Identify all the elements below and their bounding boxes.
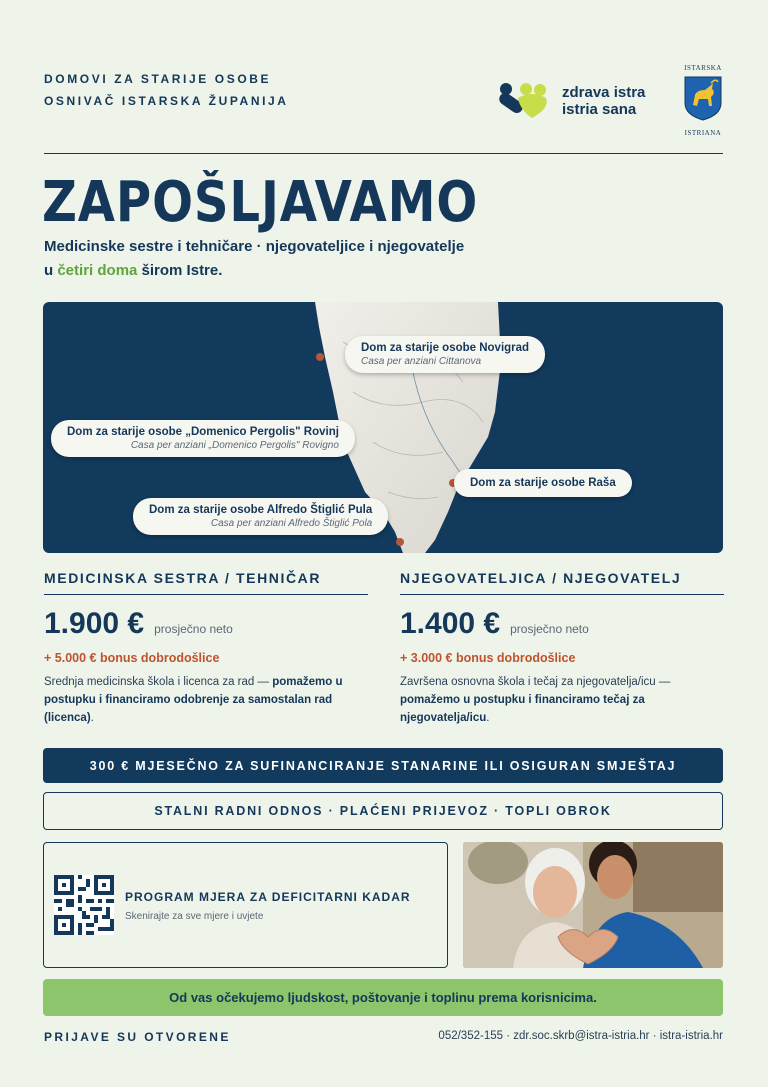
- desc-bold: pomažemo u postupku i financiramo odobrenje za samostalan rad (licenca): [44, 676, 343, 724]
- caregiver-photo: [463, 842, 723, 968]
- program-subtitle: Skenirajte za sve mjere i uvjete: [125, 911, 264, 922]
- desc-text: Završena osnovna škola i tečaj za njegovatelja/icu —: [400, 676, 671, 688]
- page-title: ZAPOŠLJAVAMO: [42, 170, 479, 235]
- desc-bold: pomažemo u postupku i financiramo tečaj za njegovatelja/icu: [400, 694, 645, 724]
- salary-note: prosječno neto: [510, 622, 589, 636]
- salary-note: prosječno neto: [154, 622, 233, 636]
- subtitle-line-2: [44, 259, 464, 283]
- job-description: [400, 673, 724, 727]
- istria-map: [43, 302, 723, 553]
- welcome-bonus: + 3.000 € bonus dobrodošlice: [400, 651, 576, 665]
- salary: 1.400 €: [400, 607, 501, 640]
- pin-pula: [396, 538, 404, 546]
- brand-line-2: istria sana: [562, 101, 637, 118]
- applications-open: PRIJAVE SU OTVORENE: [44, 1030, 231, 1044]
- home-name-italian: Casa per anziani Alfredo Štiglić Pola: [210, 518, 373, 529]
- callout-pula: [133, 498, 388, 535]
- crest-bottom-text: ISTRIANA: [684, 129, 722, 137]
- caregiver-and-senior-image: [463, 842, 723, 968]
- home-name: Dom za starije osobe Novigrad: [361, 342, 530, 354]
- program-title: PROGRAM MJERA ZA DEFICITARNI KADAR: [125, 890, 411, 904]
- istria-county-crest: [680, 64, 726, 137]
- job-heading: MEDICINSKA SESTRA / TEHNIČAR: [44, 570, 368, 595]
- contact-info[interactable]: 052/352-155 · zdr.soc.skrb@istra-istria.hr · istra-istria.hr: [438, 1030, 723, 1042]
- callout-novigrad: [345, 336, 545, 373]
- org-line-1: DOMOVI ZA STARIJE OSOBE: [44, 72, 272, 86]
- subtitle-text-end: širom Istre.: [137, 262, 223, 279]
- pin-novigrad: [316, 353, 324, 361]
- zdrava-istra-logo: [496, 80, 645, 122]
- expectation-banner: Od vas očekujemo ljudskost, poštovanje i toplinu prema korisnicima.: [43, 979, 723, 1016]
- housing-banner: 300 € MJESEČNO ZA SUFINANCIRANJE STANARINE ILI OSIGURAN SMJEŠTAJ: [43, 748, 723, 783]
- home-name: Dom za starije osobe „Domenico Pergolis" Rovinj: [67, 426, 339, 438]
- hearts-logo-icon: [496, 80, 552, 122]
- home-name-italian: Casa per anziani „Domenico Pergolis" Rovigno: [130, 440, 339, 451]
- subtitle-line-1: Medicinske sestre i tehničare · njegovateljice i njegovatelje: [44, 238, 465, 255]
- job-heading: NJEGOVATELJICA / NJEGOVATELJ: [400, 570, 724, 595]
- org-line-2: OSNIVAČ ISTARSKA ŽUPANIJA: [44, 94, 289, 108]
- page-subtitle: [44, 235, 464, 283]
- home-name-italian: Casa per anziani Cittanova: [361, 356, 482, 367]
- desc-end: .: [486, 712, 490, 724]
- job-nurse: [44, 570, 368, 727]
- job-caregiver: [400, 570, 724, 727]
- desc-text: Srednja medicinska škola i licenca za rad —: [44, 676, 273, 688]
- welcome-bonus: + 5.000 € bonus dobrodošlice: [44, 651, 220, 665]
- home-name: Dom za starije osobe Raša: [470, 477, 616, 489]
- callout-rovinj: [51, 420, 355, 457]
- desc-end: .: [90, 712, 94, 724]
- job-description: [44, 673, 368, 727]
- goat-shield-icon: [683, 75, 723, 121]
- crest-top-text: ISTARSKA: [684, 64, 722, 72]
- callout-rasa: [454, 469, 632, 497]
- subtitle-highlight: četiri doma: [57, 262, 138, 279]
- home-name: Dom za starije osobe Alfredo Štiglić Pula: [149, 504, 373, 516]
- header-divider: [44, 153, 723, 154]
- subtitle-text: u: [44, 262, 58, 279]
- brand-line-1: zdrava istra: [562, 84, 646, 101]
- salary: 1.900 €: [44, 607, 145, 640]
- header-organization: [44, 68, 289, 112]
- benefits-banner: STALNI RADNI ODNOS · PLAĆENI PRIJEVOZ · TOPLI OBROK: [43, 792, 723, 830]
- program-qr-box[interactable]: [43, 842, 448, 968]
- qr-code-icon[interactable]: [54, 875, 114, 935]
